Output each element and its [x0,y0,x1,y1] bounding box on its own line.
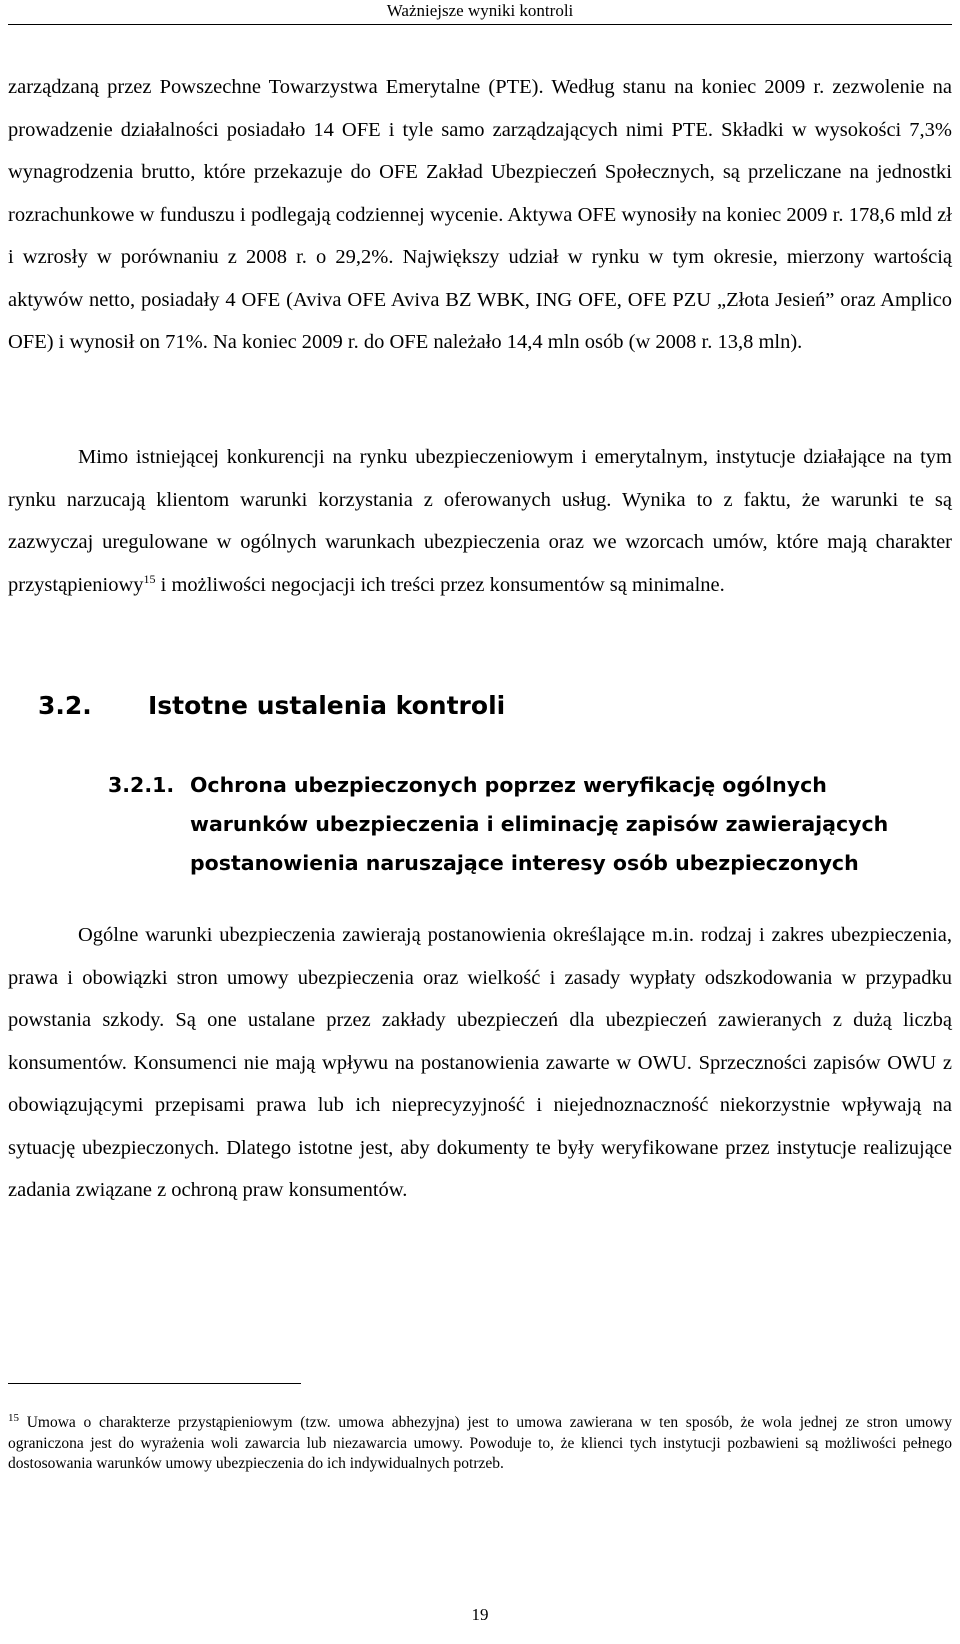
section-number: 3.2. [38,691,92,720]
body-paragraph-3: Ogólne warunki ubezpieczenia zawierają postanowienia określające m.in. rodzaj i zakres ubezpieczenia, prawa i obowiązki stron umowy ubezpieczenia oraz wielkość i zasady wypłaty odszkodowania w przypadku powstania szkody. Są one ustalane przez zakłady ubezpieczeń dla ubezpieczeń zawieranych z dużą liczbą konsumentów. Konsumenci nie mają wpływu na postanowienia zawarte w OWU. Sprzeczności zapisów OWU z obowiązującymi przepisami prawa lub ich nieprecyzyjność i niejednoznaczność niekorzystnie wpływają na sytuację ubezpieczonych. Dlatego istotne jest, aby dokumenty te były weryfikowane przez instytucje realizujące zadania związane z ochroną praw konsumentów. [8,924,952,1201]
header-rule [8,24,952,25]
section-heading [38,686,505,726]
footnote-text: Umowa o charakterze przystąpieniowym (tzw. umowa abhezyjna) jest to umowa zawierana w ten sposób, że wola jednej ze stron umowy ograniczona jest do wyrażenia woli zawarcia lub niezawarcia umowy. Powoduje to, że klienci tych instytucji pozbawieni są możliwości pełnego dostosowania warunków umowy ubezpieczenia do ich indywidualnych potrzeb. [8,1414,952,1472]
page-number: 19 [471,1605,489,1624]
paragraph-2-text: Mimo istniejącej konkurencji na rynku ubezpieczeniowym i emerytalnym, instytucje działające na tym rynku narzucają klientom warunki korzystania z oferowanych usług. Wynika to z faktu, że warunki te są zazwyczaj uregulowane w ogólnych warunkach ubezpieczenia oraz we wzorcach umów, które mają charakter przystąpieniowy [8,446,952,596]
paragraph-2-text-end: i możliwości negocjacji ich treści przez konsumentów są minimalne. [155,573,725,596]
section-title: Istotne ustalenia kontroli [148,691,506,720]
body-paragraph-2 [8,436,952,606]
footnote-separator [8,1383,301,1384]
footnote-number: 15 [8,1411,19,1424]
subsection-heading [108,766,928,883]
subsection-number: 3.2.1. [108,773,175,797]
subsection-title: Ochrona ubezpieczonych poprzez weryfikację ogólnych warunków ubezpieczenia i eliminację zapisów zawierających postanowienia naruszające interesy osób ubezpieczonych [190,773,889,875]
body-paragraph-1: zarządzaną przez Powszechne Towarzystwa Emerytalne (PTE). Według stanu na koniec 2009 r. zezwolenie na prowadzenie działalności posiadało 14 OFE i tyle samo zarządzających nimi PTE. Składki w wysokości 7,3% wynagrodzenia brutto, które przekazuje do OFE Zakład Ubezpieczeń Społecznych, są przeliczane na jednostki rozrachunkowe w funduszu i podlegają codziennej wycenie. Aktywa OFE wynosiły na koniec 2009 r. 178,6 mld zł i wzrosły w porównaniu z 2008 r. o 29,2%. Największy udział w rynku w tym okresie, mierzony wartością aktywów netto, posiadały 4 OFE (Aviva OFE Aviva BZ WBK, ING OFE, OFE PZU „Złota Jesień” oraz Amplico OFE) i wynosił on 71%. Na koniec 2009 r. do OFE należało 14,4 mln osób (w 2008 r. 13,8 mln). [8,76,952,353]
footnote [8,1413,952,1475]
running-header: Ważniejsze wyniki kontroli [386,1,574,20]
footnote-reference[interactable]: 15 [143,571,156,586]
